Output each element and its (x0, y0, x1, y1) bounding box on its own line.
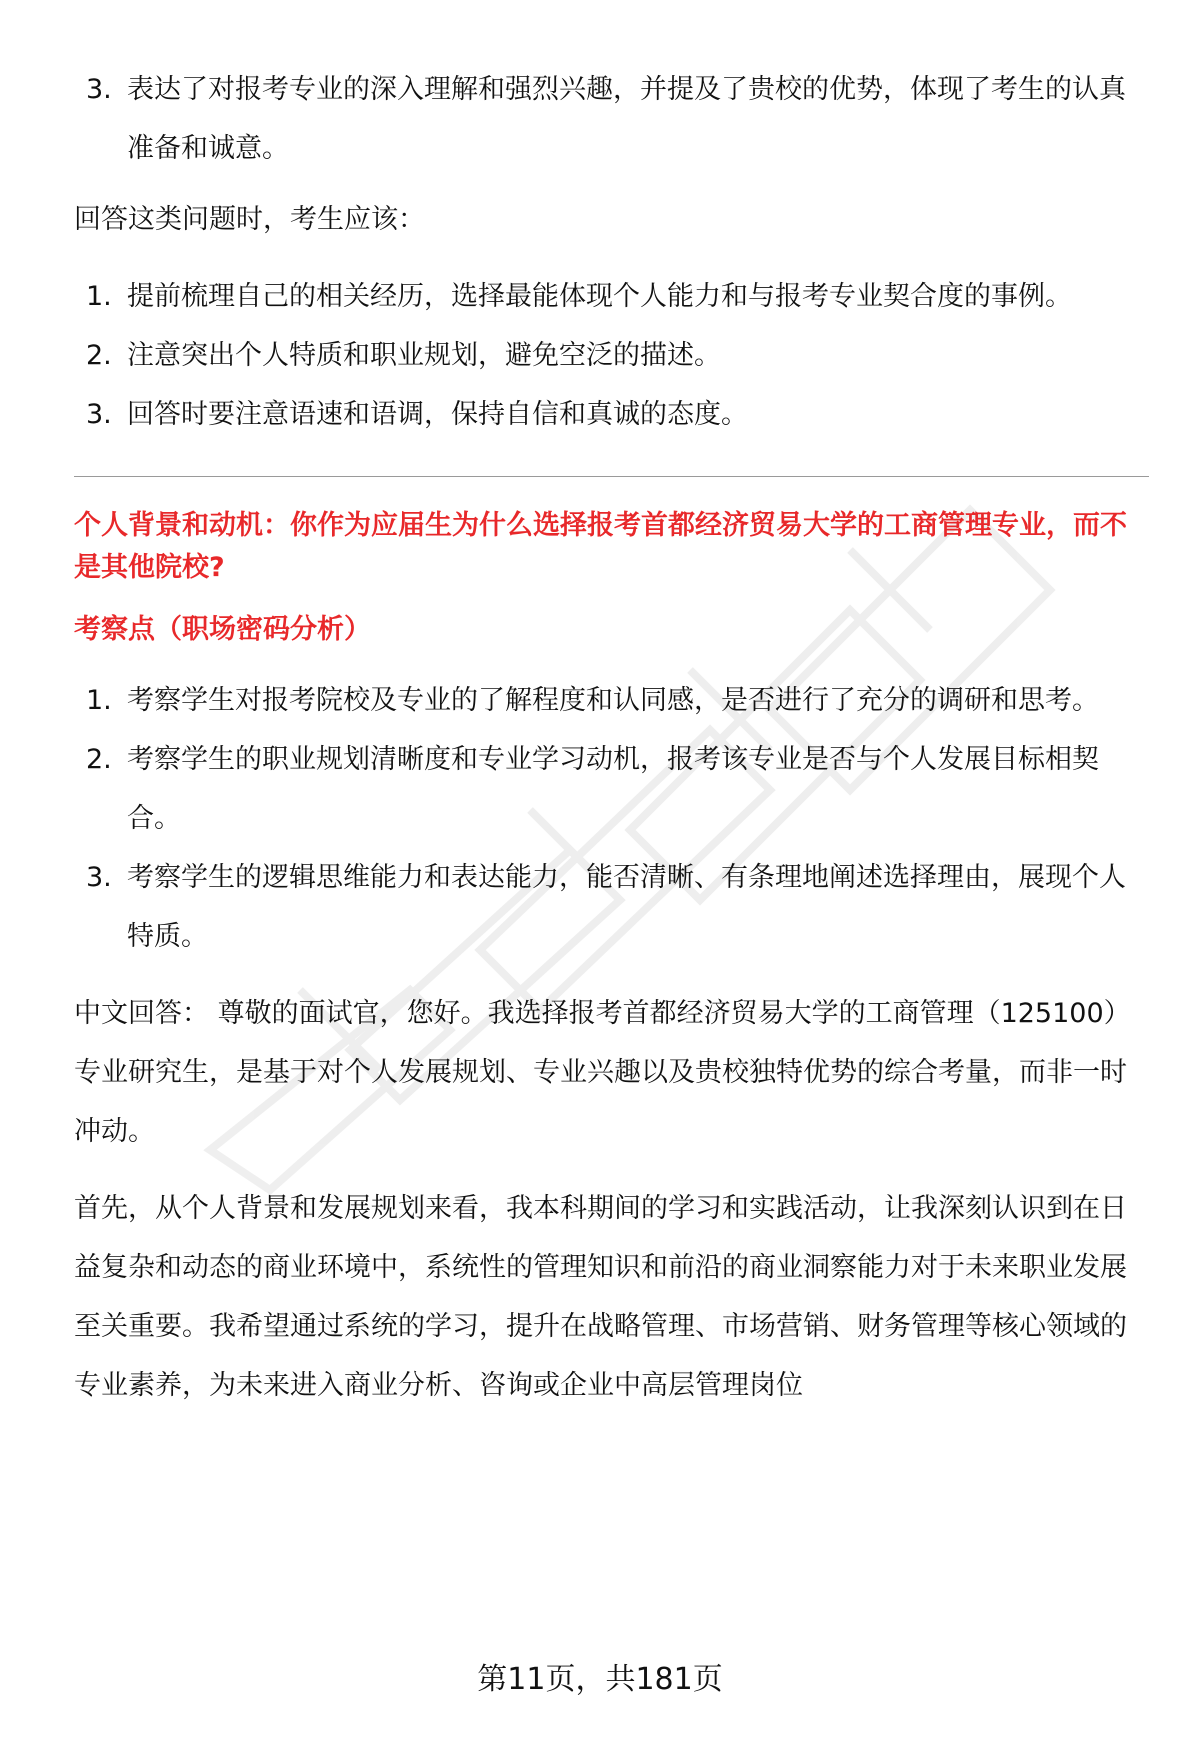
list-number: 3. (86, 399, 112, 430)
list-item (74, 326, 1149, 385)
list-item (74, 60, 1149, 178)
answer-paragraph: 中文回答： 尊敬的面试官，您好。我选择报考首都经济贸易大学的工商管理（125100）专业研究生，是基于对个人发展规划、专业兴趣以及贵校独特优势的综合考量，而非一时冲动。 (74, 998, 1131, 1147)
list-text: 考察学生对报考院校及专业的了解程度和认同感，是否进行了充分的调研和思考。 (127, 685, 1099, 716)
list-item (74, 730, 1149, 848)
list-text: 回答时要注意语速和语调，保持自信和真诚的态度。 (127, 399, 748, 430)
intro-text: 回答这类问题时，考生应该： (74, 204, 425, 235)
kaocha-heading: 考察点（职场密码分析） (74, 614, 371, 645)
list-number: 1. (86, 281, 112, 312)
list-number: 3. (86, 74, 112, 105)
list-number: 1. (86, 685, 112, 716)
list-text: 提前梳理自己的相关经历，选择最能体现个人能力和与报考专业契合度的事例。 (127, 281, 1072, 312)
list-item (74, 848, 1149, 966)
list-number: 2. (86, 744, 112, 775)
list-item (74, 385, 1149, 444)
evaluation-points-list (74, 60, 1149, 178)
list-item (74, 267, 1149, 326)
list-number: 2. (86, 340, 112, 371)
list-text: 考察学生的逻辑思维能力和表达能力，能否清晰、有条理地阐述选择理由，展现个人特质。 (127, 862, 1126, 952)
page-footer: 第11页，共181页 (477, 1662, 723, 1697)
kaocha-list (74, 671, 1149, 966)
list-item (74, 671, 1149, 730)
question-heading: 个人背景和动机：你作为应届生为什么选择报考首都经济贸易大学的工商管理专业，而不是其他院校? (74, 510, 1127, 583)
list-text: 注意突出个人特质和职业规划，避免空泛的描述。 (127, 340, 721, 371)
body-paragraph: 首先，从个人背景和发展规划来看，我本科期间的学习和实践活动，让我深刻认识到在日益复杂和动态的商业环境中，系统性的管理知识和前沿的商业洞察能力对于未来职业发展至关重要。我希望通过系统的学习，提升在战略管理、市场营销、财务管理等核心领域的专业素养，为未来进入商业分析、咨询或企业中高层管理岗位 (74, 1193, 1127, 1401)
list-number: 3. (86, 862, 112, 893)
tips-list (74, 267, 1149, 444)
list-text: 表达了对报考专业的深入理解和强烈兴趣，并提及了贵校的优势，体现了考生的认真准备和诚意。 (127, 74, 1126, 164)
list-text: 考察学生的职业规划清晰度和专业学习动机，报考该专业是否与个人发展目标相契合。 (127, 744, 1099, 834)
document-page (74, 60, 1149, 1415)
